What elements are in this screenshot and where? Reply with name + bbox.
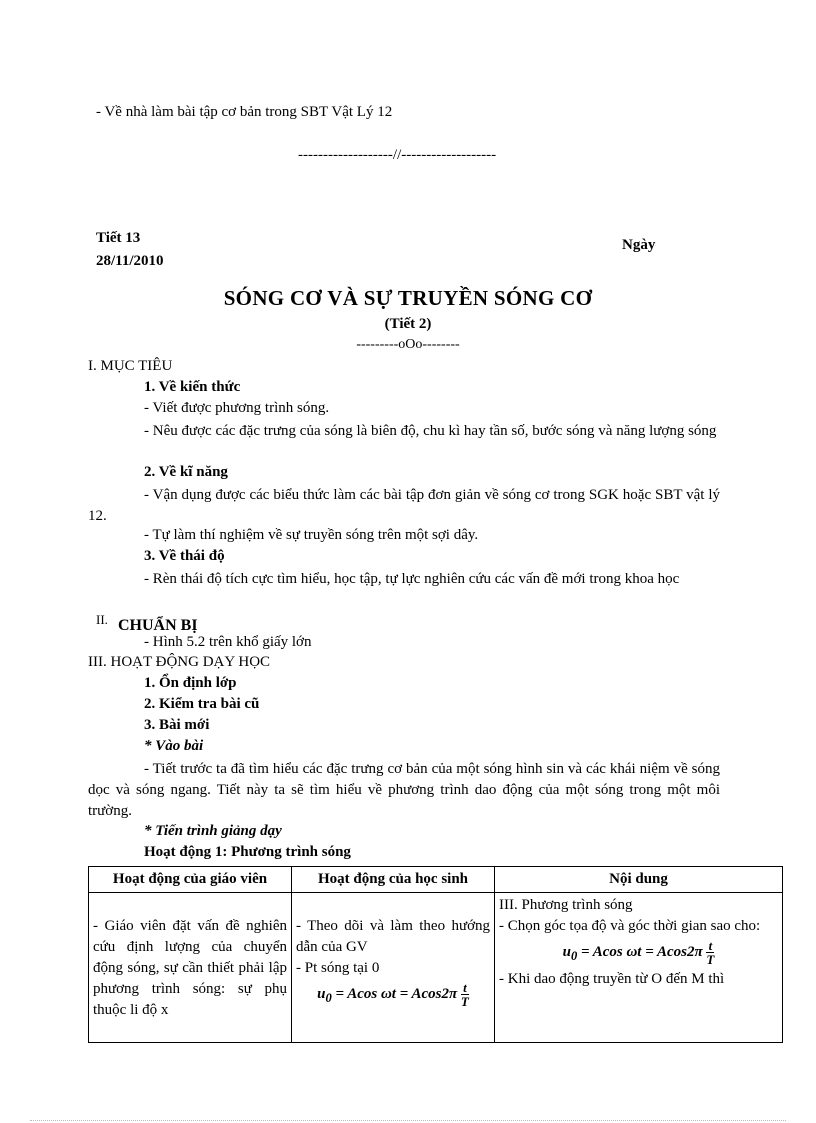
section3-s1: 1. Ổn định lớp [144,675,237,691]
section1-sub3-p1: - Rèn thái độ tích cực tìm hiểu, học tập, tự lực nghiên cứu các vấn đề mới trong khoa học [144,571,680,587]
section2-p1: - Hình 5.2 trên khổ giấy lớn [144,634,312,650]
content-text-1: - Chọn góc tọa độ và góc thời gian sao cho: [499,918,761,934]
section3-heading: III. HOẠT ĐỘNG DẠY HỌC [88,654,271,670]
progress-label: * Tiến trình giảng dạy [144,823,282,839]
intro-text: - Tiết trước ta đã tìm hiểu các đặc trưng cơ bản của một sóng hình sin và các khái niệm về sóng dọc và sóng ngang. Tiết này ta sẽ tìm hiểu về phương trình dao động của một sóng trong một môi trường. [88,761,720,819]
page-bottom-divider [30,1120,786,1121]
table-header-row [89,867,783,893]
page-subtitle: (Tiết 2) [384,316,432,332]
section1-sub2: 2. Về kĩ năng [144,464,228,480]
teacher-cell [89,893,292,1043]
header-student: Hoạt động của học sinh [292,867,495,893]
section1-sub3: 3. Về thái độ [144,548,225,564]
content-text-2: - Khi dao động truyền từ O đến M thì [499,970,725,987]
lesson-date: 28/11/2010 [96,253,164,269]
section3-s3: 3. Bài mới [144,717,210,733]
activity1-heading: Hoạt động 1: Phương trình sóng [144,844,351,860]
header-teacher: Hoạt động của giáo viên [89,867,292,893]
ornament: ---------oOo-------- [356,337,460,352]
content-formula: $u_0 = Acos$ ωt = Acos2π $\frac{t}{T}$ [562,938,715,967]
section1-sub1: 1. Về kiến thức [144,379,241,395]
page-title: SÓNG CƠ VÀ SỰ TRUYỀN SÓNG CƠ [223,286,593,310]
table-row [89,893,783,1043]
student-cell [292,893,495,1043]
day-label: Ngày [622,237,656,253]
content-heading: III. Phương trình sóng [499,897,633,913]
top-note: - Về nhà làm bài tập cơ bản trong SBT Vật Lý 12 [96,104,393,120]
section2-heading: CHUẨN BỊ [118,617,198,634]
lesson-number: Tiết 13 [96,230,141,246]
section1-sub1-p2: - Nêu được các đặc trưng của sóng là biên độ, chu kì hay tần số, bước sóng và năng lượng sóng [144,423,717,439]
section2-number: II. [96,612,108,627]
header-content: Nội dung [495,867,783,893]
student-text-2: - Pt sóng tại 0 [296,960,380,976]
section3-s2: 2. Kiểm tra bài cũ [144,696,260,712]
section1-heading: I. MỤC TIÊU [88,358,173,374]
teacher-text: - Giáo viên đặt vấn đề nghiên cứu định lượng của chuyển động sóng, sự cần thiết phải lập phương trình sóng: sự phụ thuộc li độ x [93,918,287,1018]
lesson-plan-table [88,866,783,1043]
section1-sub2-p2: - Tự làm thí nghiệm về sự truyền sóng trên một sợi dây. [144,527,479,543]
section1-sub2-p1: - Vận dụng được các biểu thức làm các bài tập đơn giản về sóng cơ trong SGK hoặc SBT vật lý 12. [88,487,720,524]
student-formula: $u_0 = Acos$ ωt = Acos2π $\frac{t}{T}$ [317,980,469,1009]
student-text-1: - Theo dõi và làm theo hướng dẫn của GV [296,918,490,955]
intro-label: * Vào bài [144,738,204,754]
separator: -------------------//------------------- [298,147,497,163]
content-cell [495,893,783,1043]
section1-sub1-p1: - Viết được phương trình sóng. [144,400,330,416]
